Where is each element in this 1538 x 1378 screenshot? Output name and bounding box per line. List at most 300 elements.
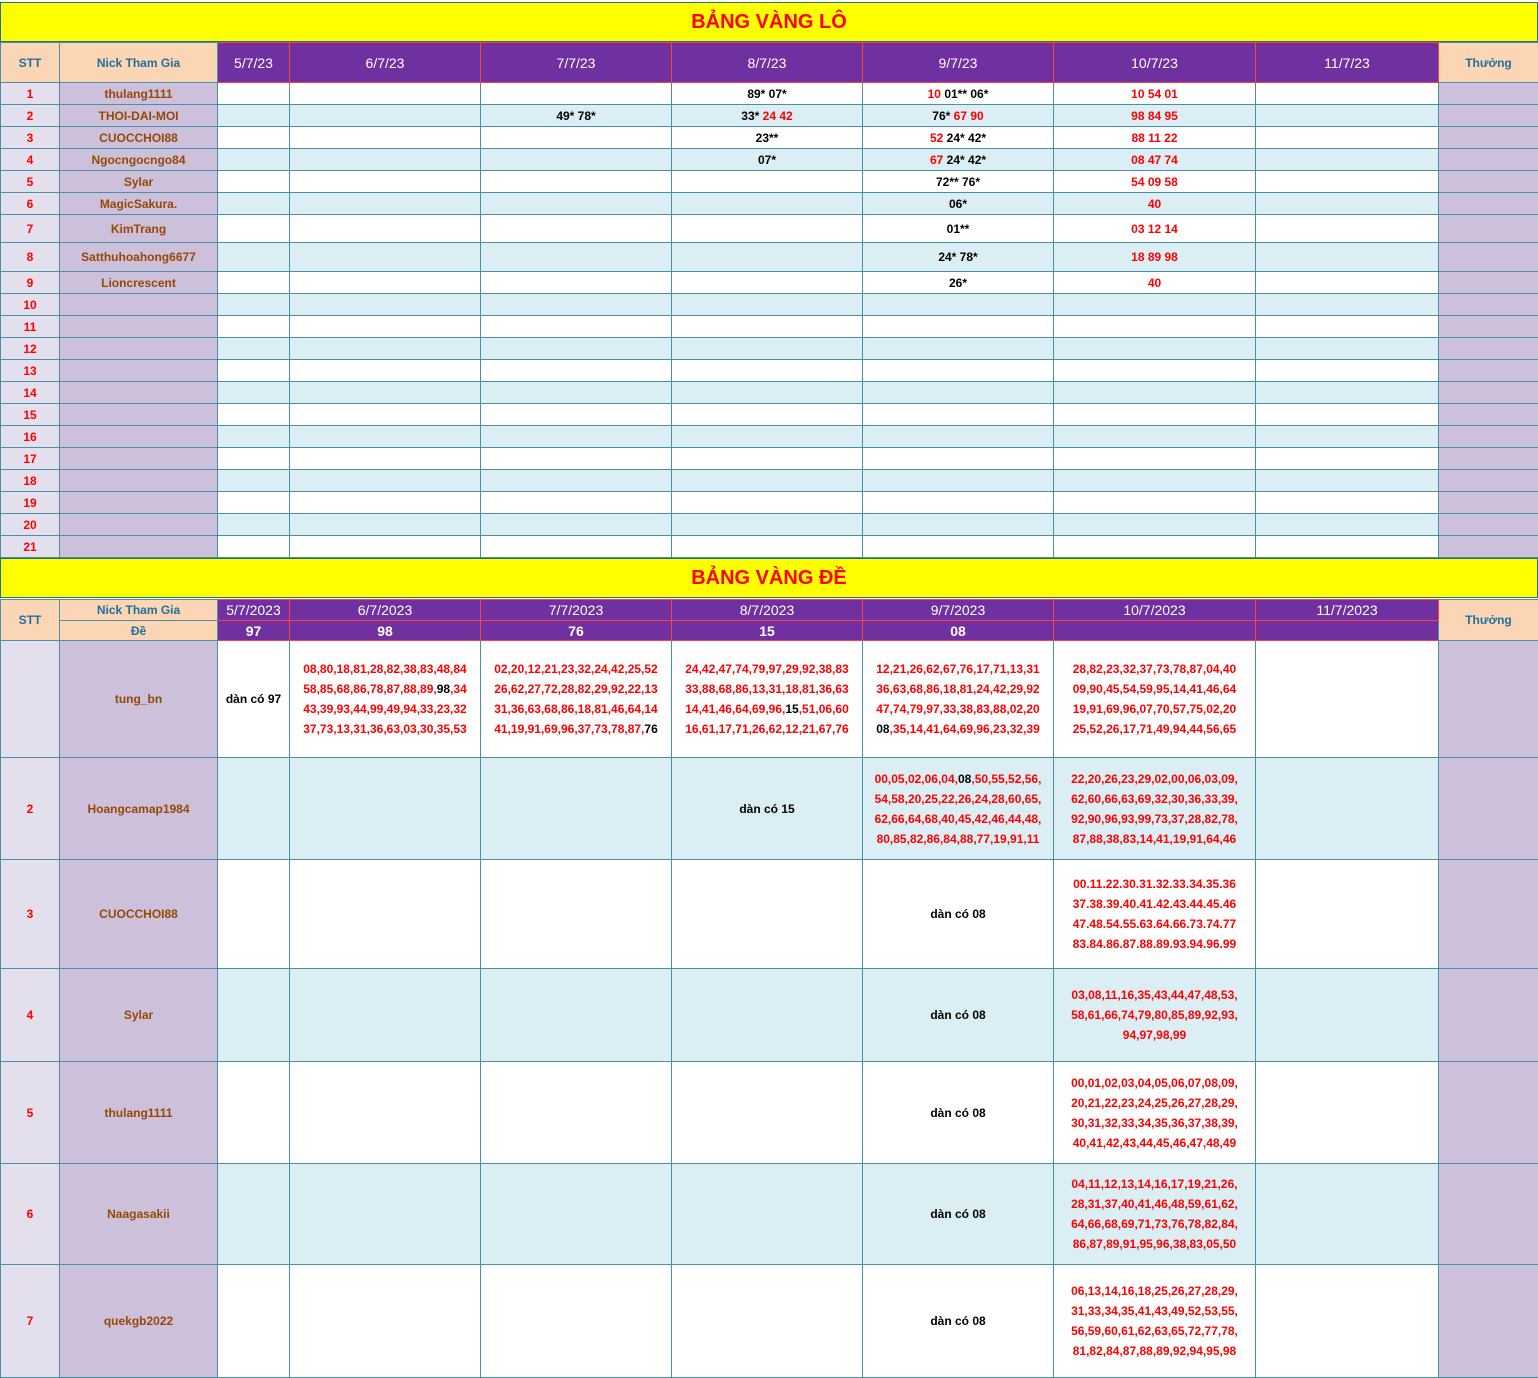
lo-entry-cell[interactable] [218, 536, 290, 558]
de-entry-text [863, 1005, 1053, 1025]
lo-entry-cell[interactable] [290, 171, 481, 193]
lo-entry-cell[interactable] [218, 404, 290, 426]
lo-entry-segment: 98 84 95 [1131, 108, 1178, 123]
de-entry-cell[interactable] [1256, 1265, 1439, 1378]
lo-entry-cell[interactable] [290, 470, 481, 492]
de-entry-cell[interactable] [863, 1265, 1054, 1378]
lo-entry-cell[interactable] [481, 294, 672, 316]
de-entry-cell[interactable] [290, 1265, 481, 1378]
lo-entry-cell[interactable] [481, 426, 672, 448]
de-thuong-cell [1439, 1164, 1538, 1265]
lo-entry-cell[interactable] [863, 294, 1054, 316]
lo-entry-cell[interactable] [672, 470, 863, 492]
lo-entry-cell[interactable] [672, 316, 863, 338]
de-entry-cell[interactable] [290, 641, 481, 758]
lo-entry-cell[interactable] [218, 492, 290, 514]
lo-entry-cell[interactable] [1256, 382, 1439, 404]
lo-entry-cell[interactable] [481, 360, 672, 382]
lo-entry-cell[interactable] [1256, 338, 1439, 360]
lo-nick-cell [60, 360, 218, 382]
de-result-number: 15 [672, 621, 863, 641]
lo-entry-cell[interactable] [863, 360, 1054, 382]
de-entry-cell[interactable] [290, 969, 481, 1062]
lo-header-nick: Nick Tham Gia [60, 43, 218, 83]
lo-entry-cell[interactable] [218, 105, 290, 127]
de-entry-cell[interactable] [218, 1265, 290, 1378]
de-row [1, 860, 1538, 969]
lo-row [1, 448, 1538, 470]
lo-entry-text [1054, 276, 1255, 290]
de-entry-cell[interactable] [1054, 1062, 1256, 1164]
lo-entry-cell[interactable] [1054, 171, 1256, 193]
lo-entry-cell[interactable] [481, 105, 672, 127]
lo-entry-cell[interactable] [863, 470, 1054, 492]
de-row [1, 641, 1538, 758]
lo-entry-text [672, 87, 862, 101]
lo-entry-cell[interactable] [863, 149, 1054, 171]
lo-entry-cell[interactable] [672, 360, 863, 382]
lo-entry-cell[interactable] [1054, 294, 1256, 316]
de-entry-cell[interactable] [481, 641, 672, 758]
lo-entry-cell[interactable] [218, 470, 290, 492]
de-entry-text [1054, 985, 1255, 1045]
lo-entry-cell[interactable] [863, 338, 1054, 360]
lo-stt-cell: 18 [1, 470, 60, 492]
lo-entry-segment: 18 89 98 [1131, 250, 1178, 264]
lo-entry-cell[interactable] [1256, 193, 1439, 215]
lo-row [1, 243, 1538, 272]
lo-entry-cell[interactable] [1256, 426, 1439, 448]
de-entry-cell[interactable] [290, 1164, 481, 1265]
lo-entry-cell[interactable] [481, 338, 672, 360]
lo-entry-segment: 24* 78* [938, 250, 978, 264]
lo-header-date: 10/7/23 [1054, 43, 1256, 83]
lo-row [1, 514, 1538, 536]
lo-entry-cell[interactable] [290, 492, 481, 514]
lo-entry-cell[interactable] [1256, 243, 1439, 272]
de-entry-segment: dàn có 08 [930, 1314, 986, 1328]
lo-entry-segment: 07* [757, 152, 777, 167]
lo-entry-cell[interactable] [218, 83, 290, 105]
de-entry-cell[interactable] [863, 641, 1054, 758]
de-entry-segment: 00.11.22.30.31.32.33.34.35.36 37.38.39.40.41.42.43.44.45.46 47.48.54.55.63.64.66.73.74.77 83.84.86.87.88.89.93.94.96.99 [1072, 877, 1237, 951]
lo-stt-cell: 2 [1, 105, 60, 127]
de-entry-segment: dàn có 08 [930, 1105, 986, 1120]
lo-entry-cell[interactable] [672, 536, 863, 558]
lo-entry-cell[interactable] [1054, 316, 1256, 338]
lo-entry-cell[interactable] [672, 492, 863, 514]
de-entry-segment: 06,13,14,16,18,25,26,27,28,29, 31,33,34,35,41,43,49,52,53,55, 56,59,60,61,62,63,65,72,77,78, 81,82,84,87,88,89,92,94,95,98 [1071, 1284, 1238, 1358]
lo-entry-cell[interactable] [1054, 105, 1256, 127]
de-thuong-cell [1439, 860, 1538, 969]
lo-entry-cell[interactable] [1054, 382, 1256, 404]
lo-entry-cell[interactable] [1054, 338, 1256, 360]
lo-entry-cell[interactable] [481, 272, 672, 294]
lo-stt-cell: 8 [1, 243, 60, 272]
lo-thuong-cell [1439, 338, 1538, 360]
lo-entry-segment: 54 09 58 [1131, 174, 1178, 189]
lo-entry-cell[interactable] [481, 193, 672, 215]
lo-entry-cell[interactable] [863, 316, 1054, 338]
de-entry-cell[interactable] [672, 1164, 863, 1265]
lo-entry-cell[interactable] [1054, 83, 1256, 105]
lo-entry-cell[interactable] [672, 338, 863, 360]
lo-entry-cell[interactable] [218, 382, 290, 404]
de-entry-cell[interactable] [863, 1164, 1054, 1265]
de-entry-cell[interactable] [863, 969, 1054, 1062]
lo-stt-cell: 19 [1, 492, 60, 514]
de-entry-cell[interactable] [1256, 1164, 1439, 1265]
lo-nick-cell: Satthuhoahong6677 [60, 243, 218, 272]
de-entry-cell[interactable] [863, 758, 1054, 860]
lo-thuong-cell [1439, 83, 1538, 105]
de-entry-cell[interactable] [672, 758, 863, 860]
lo-entry-cell[interactable] [290, 316, 481, 338]
lo-entry-text [863, 175, 1053, 189]
lo-entry-cell[interactable] [218, 149, 290, 171]
lo-entry-cell[interactable] [290, 536, 481, 558]
lo-entry-text [863, 197, 1053, 211]
lo-entry-cell[interactable] [290, 83, 481, 105]
lo-entry-cell[interactable] [672, 105, 863, 127]
lo-nick-cell [60, 338, 218, 360]
lo-entry-cell[interactable] [672, 171, 863, 193]
de-header-row [1, 600, 1538, 621]
de-entry-cell[interactable] [481, 1164, 672, 1265]
lo-entry-cell[interactable] [290, 294, 481, 316]
de-nick-cell: Hoangcamap1984 [60, 758, 218, 860]
de-entry-cell[interactable] [1054, 860, 1256, 969]
de-entry-cell[interactable] [218, 1164, 290, 1265]
lo-entry-cell[interactable] [481, 470, 672, 492]
lo-entry-cell[interactable] [290, 448, 481, 470]
de-entry-cell[interactable] [481, 1062, 672, 1164]
lo-entry-segment: 72** 76* [935, 174, 981, 189]
de-entry-cell[interactable] [218, 758, 290, 860]
lo-nick-cell: thulang1111 [60, 83, 218, 105]
lo-entry-cell[interactable] [218, 338, 290, 360]
lo-entry-cell[interactable] [863, 514, 1054, 536]
lo-header-date: 6/7/23 [290, 43, 481, 83]
de-entry-cell[interactable] [1256, 1062, 1439, 1164]
lo-entry-cell[interactable] [1054, 149, 1256, 171]
lo-entry-cell[interactable] [290, 360, 481, 382]
lo-entry-cell[interactable] [672, 83, 863, 105]
lo-entry-cell[interactable] [481, 536, 672, 558]
lo-table [0, 42, 1538, 558]
lo-entry-segment: 67 90 [953, 108, 984, 123]
de-entry-cell[interactable] [1256, 758, 1439, 860]
de-entry-cell[interactable] [1256, 860, 1439, 969]
de-entry-text [1054, 659, 1255, 739]
de-entry-cell[interactable] [481, 969, 672, 1062]
de-entry-segment: dàn có 08 [930, 1207, 986, 1221]
de-header-date: 8/7/2023 [672, 600, 863, 621]
de-entry-cell[interactable] [481, 758, 672, 860]
lo-entry-cell[interactable] [1054, 272, 1256, 294]
de-stt-cell [1, 641, 60, 758]
lo-entry-cell[interactable] [1256, 215, 1439, 243]
lo-entry-cell[interactable] [1256, 514, 1439, 536]
de-entry-cell[interactable] [672, 1265, 863, 1378]
lo-entry-cell[interactable] [672, 127, 863, 149]
lo-entry-cell[interactable] [1256, 404, 1439, 426]
lo-entry-cell[interactable] [863, 492, 1054, 514]
de-nick-cell: thulang1111 [60, 1062, 218, 1164]
de-entry-text [672, 659, 862, 739]
lo-entry-cell[interactable] [1256, 294, 1439, 316]
de-header-date: 7/7/2023 [481, 600, 672, 621]
lo-entry-cell[interactable] [1256, 149, 1439, 171]
de-entry-cell[interactable] [481, 860, 672, 969]
lo-entry-cell[interactable] [1054, 514, 1256, 536]
lo-entry-cell[interactable] [672, 272, 863, 294]
de-stt-cell: 2 [1, 758, 60, 860]
lo-entry-cell[interactable] [481, 514, 672, 536]
lo-entry-cell[interactable] [481, 149, 672, 171]
lo-entry-cell[interactable] [290, 382, 481, 404]
lo-entry-cell[interactable] [481, 404, 672, 426]
lo-entry-cell[interactable] [218, 360, 290, 382]
de-entry-segment: 02,20,12,21,23,32,24,42,25,52 26,62,27,72,28,82,29,92,22,13 31,36,63,68,86,18,81,46,64,14 41,19,91,69,96,37,73,78,87, [494, 662, 658, 736]
lo-nick-cell: MagicSakura. [60, 193, 218, 215]
de-entry-cell[interactable] [1256, 641, 1439, 758]
de-entry-cell[interactable] [218, 1062, 290, 1164]
lo-nick-cell [60, 382, 218, 404]
de-entry-text [863, 904, 1053, 924]
de-entry-cell[interactable] [863, 860, 1054, 969]
lo-entry-cell[interactable] [1256, 316, 1439, 338]
de-entry-cell[interactable] [218, 641, 290, 758]
lo-entry-cell[interactable] [218, 243, 290, 272]
lo-nick-cell [60, 316, 218, 338]
de-row [1, 969, 1538, 1062]
lo-entry-cell[interactable] [290, 404, 481, 426]
lo-entry-cell[interactable] [672, 514, 863, 536]
lo-entry-cell[interactable] [481, 316, 672, 338]
lo-entry-cell[interactable] [290, 127, 481, 149]
de-entry-text [1054, 874, 1255, 954]
lo-entry-cell[interactable] [290, 215, 481, 243]
de-entry-text [863, 659, 1053, 739]
de-entry-cell[interactable] [218, 860, 290, 969]
lo-nick-cell [60, 448, 218, 470]
lo-nick-cell: KimTrang [60, 215, 218, 243]
lo-entry-cell[interactable] [481, 492, 672, 514]
lo-title-banner: BẢNG VÀNG LÔ [0, 2, 1538, 42]
lo-entry-cell[interactable] [1054, 215, 1256, 243]
lo-entry-cell[interactable] [1256, 470, 1439, 492]
lo-row [1, 193, 1538, 215]
de-entry-cell[interactable] [481, 1265, 672, 1378]
lo-thuong-cell [1439, 426, 1538, 448]
lo-header-date: 7/7/23 [481, 43, 672, 83]
lo-entry-text [863, 276, 1053, 290]
lo-entry-cell[interactable] [1054, 404, 1256, 426]
de-entry-segment: 22,20,26,23,29,02,00,06,03,09, 62,60,66,63,69,32,30,36,33,39, 92,90,96,93,99,73,37,28,82,78, 87,88,38,83,14,41,19,91,64,46 [1071, 771, 1238, 846]
de-entry-segment: dàn có 08 [930, 1008, 986, 1022]
de-header-date: 11/7/2023 [1256, 600, 1439, 621]
lo-entry-cell[interactable] [1256, 492, 1439, 514]
de-entry-cell[interactable] [672, 641, 863, 758]
de-thuong-cell [1439, 969, 1538, 1062]
lo-entry-cell[interactable] [1256, 536, 1439, 558]
lo-thuong-cell [1439, 272, 1538, 294]
lo-entry-cell[interactable] [1054, 536, 1256, 558]
lo-entry-cell[interactable] [863, 536, 1054, 558]
lo-entry-cell[interactable] [290, 193, 481, 215]
lo-nick-cell [60, 404, 218, 426]
lo-entry-cell[interactable] [1256, 272, 1439, 294]
lo-entry-cell[interactable] [863, 127, 1054, 149]
lo-entry-cell[interactable] [218, 514, 290, 536]
lo-entry-text [481, 109, 671, 123]
lo-entry-cell[interactable] [863, 426, 1054, 448]
lo-entry-cell[interactable] [290, 149, 481, 171]
lo-nick-cell [60, 470, 218, 492]
lo-entry-segment: 23** [755, 130, 779, 145]
lo-entry-cell[interactable] [863, 215, 1054, 243]
lo-entry-cell[interactable] [863, 243, 1054, 272]
lo-entry-segment: 03 12 14 [1131, 221, 1178, 236]
lo-entry-cell[interactable] [290, 105, 481, 127]
lo-entry-cell[interactable] [1054, 193, 1256, 215]
lo-entry-text [863, 87, 1053, 101]
de-entry-cell[interactable] [672, 1062, 863, 1164]
de-entry-text [863, 769, 1053, 849]
lo-entry-cell[interactable] [481, 171, 672, 193]
de-result-number: 98 [290, 621, 481, 641]
lo-thuong-cell [1439, 215, 1538, 243]
de-row [1, 758, 1538, 860]
lo-entry-cell[interactable] [481, 243, 672, 272]
lo-entry-text [863, 131, 1053, 145]
lo-entry-cell[interactable] [863, 193, 1054, 215]
lo-entry-cell[interactable] [218, 316, 290, 338]
lo-entry-cell[interactable] [290, 243, 481, 272]
lo-entry-cell[interactable] [218, 171, 290, 193]
lo-row [1, 492, 1538, 514]
lo-entry-cell[interactable] [863, 382, 1054, 404]
lo-entry-cell[interactable] [1054, 360, 1256, 382]
lo-entry-segment: 24* 42* [943, 130, 987, 145]
lo-entry-cell[interactable] [672, 382, 863, 404]
de-header-date: 5/7/2023 [218, 600, 290, 621]
lo-entry-cell[interactable] [218, 193, 290, 215]
lo-row [1, 149, 1538, 171]
de-entry-text [863, 1204, 1053, 1224]
de-entry-cell[interactable] [1054, 1265, 1256, 1378]
lo-entry-cell[interactable] [1054, 127, 1256, 149]
lo-row [1, 404, 1538, 426]
lo-entry-cell[interactable] [863, 105, 1054, 127]
lo-entry-cell[interactable] [1256, 105, 1439, 127]
de-entry-segment: dàn có 97 [225, 692, 282, 706]
lo-entry-text [1054, 87, 1255, 101]
lo-entry-cell[interactable] [1054, 470, 1256, 492]
lo-entry-cell[interactable] [672, 404, 863, 426]
lo-entry-cell[interactable] [1054, 492, 1256, 514]
lo-entry-cell[interactable] [1054, 243, 1256, 272]
lo-entry-cell[interactable] [863, 404, 1054, 426]
de-stt-cell: 6 [1, 1164, 60, 1265]
lo-entry-cell[interactable] [290, 426, 481, 448]
de-entry-cell[interactable] [863, 1062, 1054, 1164]
lo-entry-cell[interactable] [672, 149, 863, 171]
de-header-de-label: Đề [60, 621, 218, 641]
de-entry-cell[interactable] [672, 860, 863, 969]
de-entry-cell[interactable] [1054, 1164, 1256, 1265]
de-entry-cell[interactable] [1054, 969, 1256, 1062]
de-entry-cell[interactable] [1054, 758, 1256, 860]
lo-entry-cell[interactable] [1256, 127, 1439, 149]
lo-entry-cell[interactable] [218, 294, 290, 316]
lo-nick-cell [60, 294, 218, 316]
lo-entry-cell[interactable] [672, 243, 863, 272]
lo-row [1, 338, 1538, 360]
de-entry-segment: ,34 43,39,93,44,99,49,94,33,23,32 37,73,13,31,36,63,03,30,35,53 [303, 682, 467, 736]
lo-entry-cell[interactable] [1256, 448, 1439, 470]
lo-entry-cell[interactable] [1054, 448, 1256, 470]
de-entry-cell[interactable] [1054, 641, 1256, 758]
lo-entry-cell[interactable] [1054, 426, 1256, 448]
lo-thuong-cell [1439, 127, 1538, 149]
lo-entry-cell[interactable] [481, 382, 672, 404]
lo-entry-cell[interactable] [481, 215, 672, 243]
de-entry-cell[interactable] [290, 758, 481, 860]
lo-entry-cell[interactable] [481, 448, 672, 470]
lo-entry-cell[interactable] [672, 426, 863, 448]
de-header-stt: STT [1, 600, 60, 641]
lo-entry-cell[interactable] [672, 294, 863, 316]
lo-entry-cell[interactable] [1256, 83, 1439, 105]
de-entry-cell[interactable] [290, 1062, 481, 1164]
lo-entry-cell[interactable] [863, 83, 1054, 105]
lo-entry-cell[interactable] [218, 215, 290, 243]
lo-entry-cell[interactable] [218, 272, 290, 294]
lo-entry-cell[interactable] [218, 426, 290, 448]
lo-entry-cell[interactable] [481, 127, 672, 149]
lo-entry-cell[interactable] [290, 272, 481, 294]
lo-entry-cell[interactable] [218, 127, 290, 149]
lo-entry-text [863, 153, 1053, 167]
lo-entry-cell[interactable] [218, 448, 290, 470]
lo-entry-cell[interactable] [481, 83, 672, 105]
de-entry-cell[interactable] [290, 860, 481, 969]
lo-entry-cell[interactable] [672, 193, 863, 215]
lo-entry-cell[interactable] [863, 272, 1054, 294]
lo-row [1, 536, 1538, 558]
de-nick-cell: quekgb2022 [60, 1265, 218, 1378]
lo-entry-cell[interactable] [1256, 171, 1439, 193]
de-entry-cell[interactable] [672, 969, 863, 1062]
lo-thuong-cell [1439, 149, 1538, 171]
lo-entry-cell[interactable] [863, 448, 1054, 470]
lo-entry-cell[interactable] [290, 338, 481, 360]
de-entry-segment: 04,11,12,13,14,16,17,19,21,26, 28,31,37,40,41,46,48,59,61,62, 64,66,68,69,71,73,76,78,82,84, 86,87,89,91,95,96,38,83,05,50 [1071, 1177, 1238, 1251]
lo-entry-cell[interactable] [1256, 360, 1439, 382]
lo-entry-text [863, 250, 1053, 264]
de-entry-segment: 08,80,18,81,28,82,38,83,48,84 58,85,68,86,78,87,88,89, [303, 662, 467, 696]
lo-entry-cell[interactable] [863, 171, 1054, 193]
lo-entry-text [863, 109, 1053, 123]
lo-entry-cell[interactable] [290, 514, 481, 536]
de-entry-cell[interactable] [218, 969, 290, 1062]
lo-entry-cell[interactable] [672, 448, 863, 470]
de-entry-cell[interactable] [1256, 969, 1439, 1062]
de-result-number: 76 [481, 621, 672, 641]
lo-entry-cell[interactable] [672, 215, 863, 243]
